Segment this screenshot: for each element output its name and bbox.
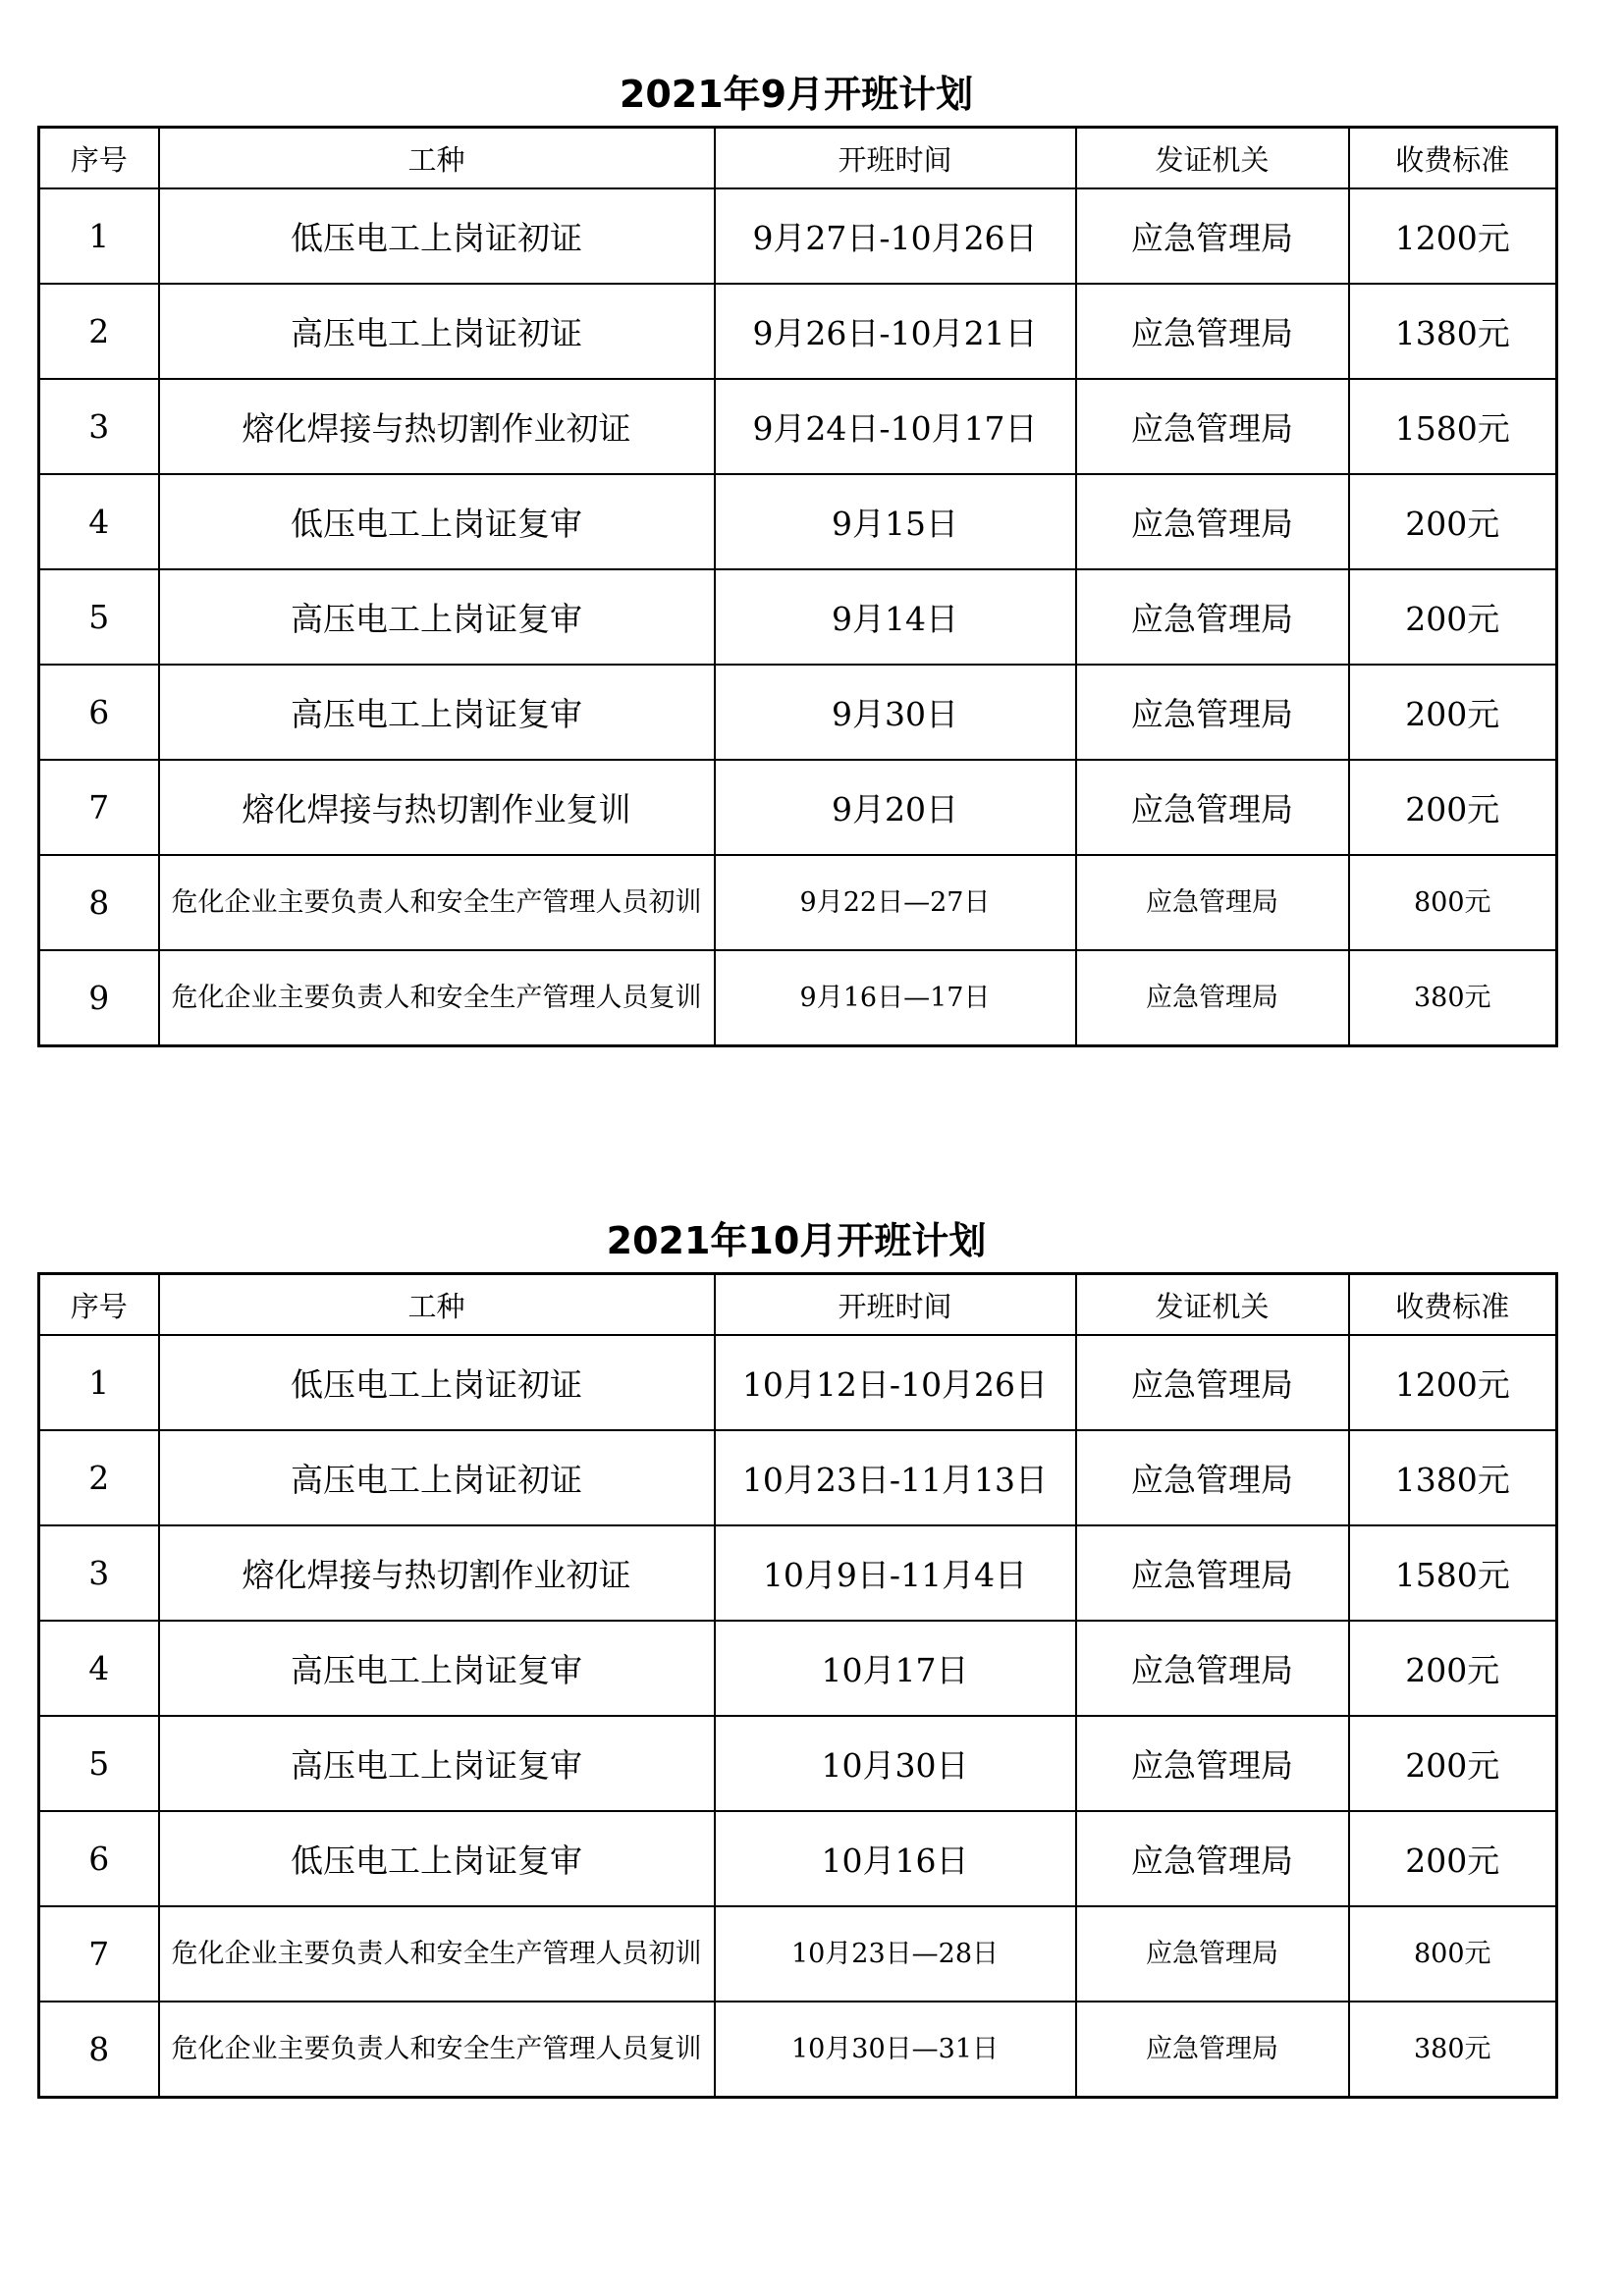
table-row bbox=[39, 379, 1557, 474]
table-row bbox=[39, 1716, 1557, 1811]
september-table bbox=[37, 126, 1558, 1047]
cell-seq: 5 bbox=[39, 569, 159, 665]
cell-fee: 200元 bbox=[1349, 1811, 1557, 1906]
cell-fee: 200元 bbox=[1349, 1716, 1557, 1811]
cell-trade: 高压电工上岗证复审 bbox=[159, 1621, 715, 1716]
cell-authority: 应急管理局 bbox=[1076, 2002, 1349, 2098]
table-row bbox=[39, 1430, 1557, 1525]
september-title: 2021年9月开班计划 bbox=[619, 73, 974, 116]
table-row bbox=[39, 1906, 1557, 2002]
cell-fee: 1200元 bbox=[1349, 188, 1557, 284]
cell-trade: 高压电工上岗证复审 bbox=[159, 569, 715, 665]
table-row bbox=[39, 474, 1557, 569]
cell-time: 9月20日 bbox=[715, 760, 1076, 855]
cell-seq: 6 bbox=[39, 1811, 159, 1906]
header-row bbox=[39, 128, 1557, 189]
cell-seq: 6 bbox=[39, 665, 159, 760]
cell-fee: 800元 bbox=[1349, 1906, 1557, 2002]
header-authority: 发证机关 bbox=[1076, 1274, 1349, 1336]
table-row bbox=[39, 2002, 1557, 2098]
cell-fee: 200元 bbox=[1349, 665, 1557, 760]
cell-seq: 8 bbox=[39, 855, 159, 950]
cell-seq: 9 bbox=[39, 950, 159, 1046]
cell-time: 10月17日 bbox=[715, 1621, 1076, 1716]
table-row bbox=[39, 760, 1557, 855]
cell-trade: 高压电工上岗证初证 bbox=[159, 1430, 715, 1525]
cell-trade: 高压电工上岗证初证 bbox=[159, 284, 715, 379]
header-authority: 发证机关 bbox=[1076, 128, 1349, 189]
cell-seq: 5 bbox=[39, 1716, 159, 1811]
cell-authority: 应急管理局 bbox=[1076, 474, 1349, 569]
cell-time: 9月16日—17日 bbox=[715, 950, 1076, 1046]
cell-authority: 应急管理局 bbox=[1076, 950, 1349, 1046]
cell-fee: 1580元 bbox=[1349, 379, 1557, 474]
cell-authority: 应急管理局 bbox=[1076, 1621, 1349, 1716]
cell-time: 9月27日-10月26日 bbox=[715, 188, 1076, 284]
table-row bbox=[39, 665, 1557, 760]
cell-seq: 2 bbox=[39, 284, 159, 379]
cell-time: 9月22日—27日 bbox=[715, 855, 1076, 950]
october-plan bbox=[37, 1209, 1555, 2099]
cell-authority: 应急管理局 bbox=[1076, 665, 1349, 760]
october-table bbox=[37, 1272, 1558, 2099]
header-trade: 工种 bbox=[159, 1274, 715, 1336]
header-time: 开班时间 bbox=[715, 1274, 1076, 1336]
header-row bbox=[39, 1274, 1557, 1336]
cell-authority: 应急管理局 bbox=[1076, 188, 1349, 284]
header-fee: 收费标准 bbox=[1349, 1274, 1557, 1336]
table-row bbox=[39, 855, 1557, 950]
cell-trade: 危化企业主要负责人和安全生产管理人员复训 bbox=[159, 950, 715, 1046]
table-row bbox=[39, 569, 1557, 665]
cell-time: 10月30日 bbox=[715, 1716, 1076, 1811]
cell-seq: 7 bbox=[39, 1906, 159, 2002]
table-row bbox=[39, 950, 1557, 1046]
october-title: 2021年10月开班计划 bbox=[606, 1219, 987, 1262]
cell-authority: 应急管理局 bbox=[1076, 379, 1349, 474]
cell-fee: 800元 bbox=[1349, 855, 1557, 950]
cell-fee: 200元 bbox=[1349, 474, 1557, 569]
cell-trade: 熔化焊接与热切割作业初证 bbox=[159, 1525, 715, 1621]
cell-fee: 380元 bbox=[1349, 950, 1557, 1046]
cell-fee: 200元 bbox=[1349, 1621, 1557, 1716]
cell-time: 9月26日-10月21日 bbox=[715, 284, 1076, 379]
header-time: 开班时间 bbox=[715, 128, 1076, 189]
cell-seq: 3 bbox=[39, 1525, 159, 1621]
cell-fee: 200元 bbox=[1349, 569, 1557, 665]
cell-seq: 4 bbox=[39, 1621, 159, 1716]
cell-time: 10月12日-10月26日 bbox=[715, 1335, 1076, 1430]
cell-authority: 应急管理局 bbox=[1076, 569, 1349, 665]
header-trade: 工种 bbox=[159, 128, 715, 189]
cell-time: 10月16日 bbox=[715, 1811, 1076, 1906]
cell-authority: 应急管理局 bbox=[1076, 855, 1349, 950]
table-row bbox=[39, 1621, 1557, 1716]
header-seq: 序号 bbox=[39, 1274, 159, 1336]
table-row bbox=[39, 284, 1557, 379]
september-plan bbox=[37, 63, 1555, 1047]
cell-authority: 应急管理局 bbox=[1076, 1335, 1349, 1430]
table-row bbox=[39, 1335, 1557, 1430]
cell-authority: 应急管理局 bbox=[1076, 284, 1349, 379]
cell-trade: 高压电工上岗证复审 bbox=[159, 665, 715, 760]
cell-time: 9月15日 bbox=[715, 474, 1076, 569]
cell-time: 9月14日 bbox=[715, 569, 1076, 665]
table-row bbox=[39, 1525, 1557, 1621]
cell-trade: 高压电工上岗证复审 bbox=[159, 1716, 715, 1811]
cell-authority: 应急管理局 bbox=[1076, 1430, 1349, 1525]
cell-authority: 应急管理局 bbox=[1076, 1906, 1349, 2002]
cell-authority: 应急管理局 bbox=[1076, 1811, 1349, 1906]
cell-time: 9月30日 bbox=[715, 665, 1076, 760]
cell-trade: 危化企业主要负责人和安全生产管理人员初训 bbox=[159, 1906, 715, 2002]
table-row bbox=[39, 1811, 1557, 1906]
cell-authority: 应急管理局 bbox=[1076, 1525, 1349, 1621]
cell-trade: 低压电工上岗证复审 bbox=[159, 474, 715, 569]
cell-time: 10月9日-11月4日 bbox=[715, 1525, 1076, 1621]
cell-time: 10月30日—31日 bbox=[715, 2002, 1076, 2098]
cell-trade: 低压电工上岗证初证 bbox=[159, 188, 715, 284]
cell-trade: 熔化焊接与热切割作业复训 bbox=[159, 760, 715, 855]
cell-trade: 危化企业主要负责人和安全生产管理人员初训 bbox=[159, 855, 715, 950]
cell-trade: 低压电工上岗证复审 bbox=[159, 1811, 715, 1906]
cell-trade: 熔化焊接与热切割作业初证 bbox=[159, 379, 715, 474]
cell-seq: 4 bbox=[39, 474, 159, 569]
cell-time: 10月23日-11月13日 bbox=[715, 1430, 1076, 1525]
cell-fee: 200元 bbox=[1349, 760, 1557, 855]
cell-seq: 1 bbox=[39, 188, 159, 284]
cell-fee: 1380元 bbox=[1349, 284, 1557, 379]
cell-fee: 380元 bbox=[1349, 2002, 1557, 2098]
header-seq: 序号 bbox=[39, 128, 159, 189]
table-row bbox=[39, 188, 1557, 284]
cell-seq: 7 bbox=[39, 760, 159, 855]
cell-time: 10月23日—28日 bbox=[715, 1906, 1076, 2002]
cell-seq: 8 bbox=[39, 2002, 159, 2098]
cell-fee: 1200元 bbox=[1349, 1335, 1557, 1430]
header-fee: 收费标准 bbox=[1349, 128, 1557, 189]
cell-fee: 1380元 bbox=[1349, 1430, 1557, 1525]
cell-authority: 应急管理局 bbox=[1076, 760, 1349, 855]
cell-seq: 3 bbox=[39, 379, 159, 474]
cell-trade: 危化企业主要负责人和安全生产管理人员复训 bbox=[159, 2002, 715, 2098]
cell-seq: 2 bbox=[39, 1430, 159, 1525]
cell-authority: 应急管理局 bbox=[1076, 1716, 1349, 1811]
cell-seq: 1 bbox=[39, 1335, 159, 1430]
cell-fee: 1580元 bbox=[1349, 1525, 1557, 1621]
cell-trade: 低压电工上岗证初证 bbox=[159, 1335, 715, 1430]
cell-time: 9月24日-10月17日 bbox=[715, 379, 1076, 474]
